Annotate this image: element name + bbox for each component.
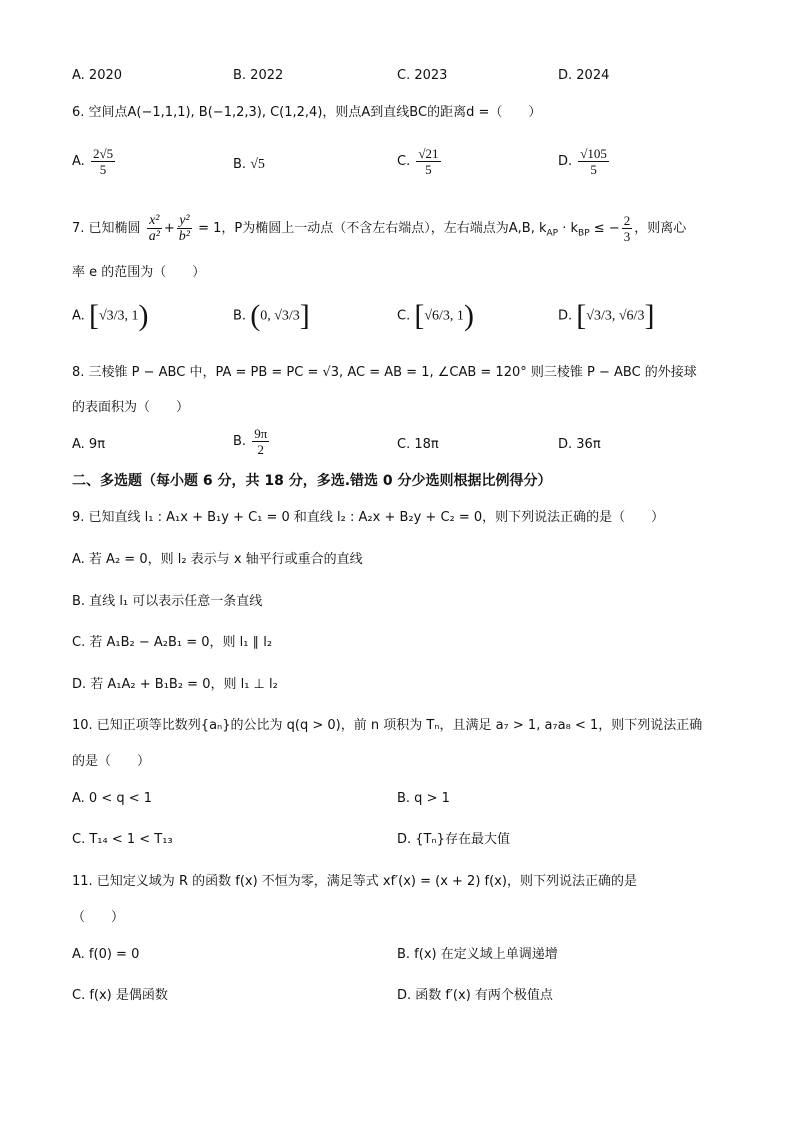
q9-option-a: A. 若 A₂ = 0，则 l₂ 表示与 x 轴平行或重合的直线	[72, 552, 363, 567]
q5-option-d: D. 2024	[558, 68, 610, 83]
q10-option-d: D. {Tₙ}存在最大值	[397, 832, 510, 847]
q5-option-b: B. 2022	[233, 68, 284, 83]
q7-option-c: C. [√6/3, 1)	[397, 299, 474, 332]
q8-option-d: D. 36π	[558, 437, 601, 452]
q9-stem: 9. 已知直线 l₁ : A₁x + B₁y + C₁ = 0 和直线 l₂ : A₂x + B₂y + C₂ = 0，则下列说法正确的是（ ）	[72, 510, 665, 525]
q6-option-d: D. $\frac{√105}{5}$	[558, 146, 607, 177]
q7-option-b: B. (0, √3/3]	[233, 299, 310, 332]
q10-option-c: C. T₁₄ < 1 < T₁₃	[72, 832, 173, 847]
q10-stem: 10. 已知正项等比数列{aₙ}的公比为 q(q > 0)，前 n 项积为 Tₙ，且满足 a₇ > 1, a₇a₈ < 1，则下列说法正确	[72, 718, 703, 733]
q10-option-b: B. q > 1	[397, 791, 450, 806]
q10-stem-line2: 的是（ ）	[72, 754, 151, 769]
q7-stem-line2: 率 e 的范围为（ ）	[72, 265, 206, 280]
q7-option-a: A. [√3/3, 1)	[72, 299, 149, 332]
q8-stem: 8. 三棱锥 P − ABC 中，PA = PB = PC = √3, AC = AB = 1, ∠CAB = 120° 则三棱锥 P − ABC 的外接球	[72, 365, 697, 380]
q9-option-b: B. 直线 l₁ 可以表示任意一条直线	[72, 594, 263, 609]
q11-option-a: A. f(0) = 0	[72, 947, 140, 962]
q9-option-d: D. 若 A₁A₂ + B₁B₂ = 0，则 l₁ ⊥ l₂	[72, 677, 278, 692]
q6-option-b: B. √5	[233, 157, 265, 172]
q11-stem: 11. 已知定义域为 R 的函数 f(x) 不恒为零，满足等式 xf′(x) = (x + 2) f(x)，则下列说法正确的是	[72, 874, 637, 889]
q8-option-c: C. 18π	[397, 437, 439, 452]
q10-option-a: A. 0 < q < 1	[72, 791, 153, 806]
q6-stem: 6. 空间点A(−1,1,1), B(−1,2,3), C(1,2,4)，则点A到直线BC的距离d =（ ）	[72, 105, 542, 120]
section-2-heading: 二、多选题（每小题 6 分，共 18 分，多选.错选 0 分少选则根据比例得分）	[72, 473, 552, 489]
q11-option-b: B. f(x) 在定义域上单调递增	[397, 947, 558, 962]
q5-option-a: A. 2020	[72, 68, 123, 83]
q8-option-a: A. 9π	[72, 437, 106, 452]
q5-option-c: C. 2023	[397, 68, 448, 83]
q11-stem-line2: （ ）	[72, 910, 125, 925]
q7-option-d: D. [√3/3, √6/3]	[558, 299, 655, 332]
q6-option-a: A. $\frac{2√5}{5}$	[72, 146, 114, 177]
q8-option-b: B. $\frac{9\pi}{2}$	[233, 426, 268, 457]
q8-stem-line2: 的表面积为（ ）	[72, 400, 190, 415]
q6-option-c: C. $\frac{√21}{5}$	[397, 146, 439, 177]
q11-option-c: C. f(x) 是偶函数	[72, 988, 168, 1003]
q11-option-d: D. 函数 f′(x) 有两个极值点	[397, 988, 553, 1003]
q7-stem: 7. 已知椭圆 $\frac{\text{x²}}{\text{a²}}$ + $\frac{\text{y²}}{\text{b²}}$ = 1，P为椭圆上一动点（不含左右端点），左右端点为A,B, $k_{AP} \cdot k_{BP}$ ≤ − $\frac{2}{3}$ ，则离心	[72, 213, 687, 244]
q9-option-c: C. 若 A₁B₂ − A₂B₁ = 0，则 l₁ ∥ l₂	[72, 635, 273, 650]
